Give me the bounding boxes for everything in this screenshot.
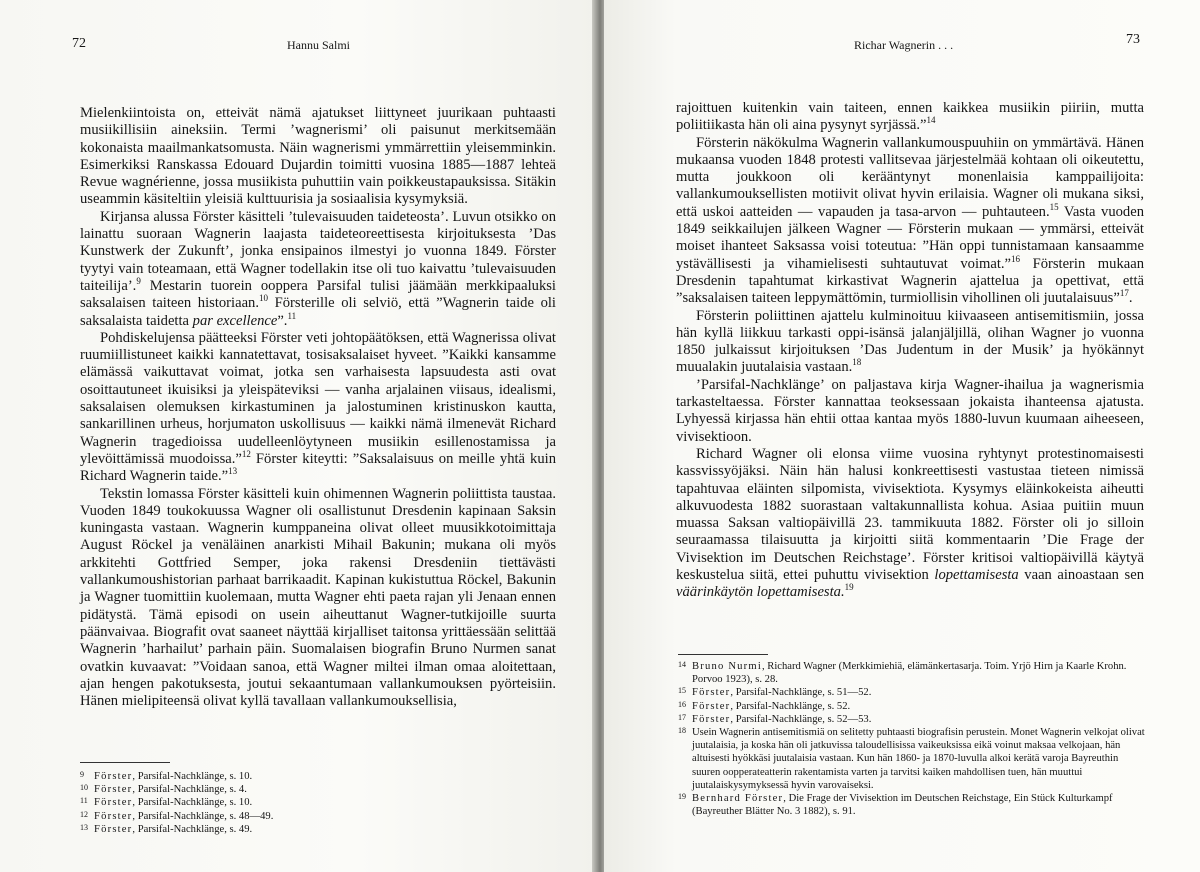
footnote-text: , Parsifal-Nachklänge, s. 51—52. [730,687,872,699]
footnote-text: , Parsifal-Nachklänge, s. 4. [132,784,247,796]
text-run: ’Parsifal-Nachklänge’ on paljastava kirja Wagner-ihailua ja wagnerismia tarkasteltaessa. Förster kannattaa teoksessaan jokaista ihanteensa ajatusta. Lyhyessä kirjassa hän ehtii ottaa kantaa myös 1880-luvun kuumaan aiheeseen, vivisektioon. [676,376,1144,445]
footnote-text: Usein Wagnerin antisemitismiä on selitetty puhtaasti biografisin perustein. Monet Wagnerin velkojat olivat juutalaisia, ja koska hän oli jatkuvissa taloudellisissa vaikeuksissa eikä voinut maksaa velkojaan, hän altuisesti hyökkäsi juutalaisia vastaan. Kun hän 1860- ja 1870-luvulla alkoi kerätä varoja Bayreuthin suuren oopperateatterin rakentamista varten ja tarvitsi kaiken mahdollisen tuen, hän muuttui juutalaiskysymyksessä hyvin varovaiseksi. [692,727,1145,791]
paragraph [676,308,1144,377]
text-run: . [1128,290,1133,307]
text-run: Försterin mukaan Dresdenin tapahtumat kirkastivat Wagnerin ajattelua ja opettivat, että ”saksalaisen taiteen leppymättömin, turmiollisin vihollinen oli juutalaisuus” [676,255,1144,307]
text-run: Förster kiteytti: ”Saksalaisuus on meille yhtä kuin Richard Wagnerin taide.” [80,450,556,485]
footnote [678,660,1148,686]
footnote [678,686,1148,699]
footnote [80,783,550,796]
italic-text: väärinkäytön lopettamisesta. [676,584,845,601]
right-footnotes [678,660,1148,818]
paragraph [676,135,1144,308]
text-run: Vasta vuoden 1849 seikkailujen jälkeen Wagner — Försterin mukaan — ymmärsi, etteivät moiset ihanteet Saksassa voisi toteutua: ”Hän oppi tunnistamaan kansaamme ystävällisesti ja vihamielisesti suhtautuvat voimat.” [676,203,1144,272]
text-run: Tekstin lomassa Förster käsitteli kuin ohimennen Wagnerin poliittista taustaa. Vuoden 1849 toukokuussa Wagner oli osallistunut Dresdenin kapinaan Saksin kuningasta vastaan. Wagnerin kumppaneina olivat olleet muusikkotoimittaja August Röckel ja venäläinen anarkisti Mihail Bakunin; mukana oli myös arkkitehti Gottfried Semper, joka rakensi Dresdeniin tiettävästi vallankumoushistorian parhaat barrikaadit. Kapinan kukistuttua Röckel, Bakunin ja Wagner tuomittiin kuolemaan, mutta Wagner ehti paeta rajan yli Jenaan ennen pidätystä. Tämä episodi on usein aiheuttanut Wagner-tutkijoille suurta päänvaivaa. Biografit ovat saaneet näyttää kirjalliset taitonsa yrittäessään selittää Wagnerin ’harhailut’ parhain päin. Suomalaisen biografin Bruno Nurmen sanat ovatkin kuvaavat: ”Voidaan sanoa, että Wagner miltei ilman omaa aloitettaan, ajan hengen pakotuksesta, joutui sekaantumaan vallankumouksen pyörteisiin. Hänen mielipiteensä olivat kyllä tavallaan vallankumouksellisia, [80,485,556,710]
footnote-author: Förster [692,700,731,712]
footnote-author: Förster [692,713,731,725]
footnote-number: 15 [678,686,686,696]
footnote-number: 19 [678,792,686,802]
footnote-ref: 16 [1011,253,1021,264]
footnote-number: 11 [80,796,88,806]
footnote-ref: 15 [1049,201,1059,212]
running-head-left: Hannu Salmi [287,38,350,52]
footnote [678,792,1148,818]
text-run: Richard Wagner oli elonsa viime vuosina ryhtynyt protestinomaisesti kassvissyöjäksi. Näin hän halusi konkreettisesti vastustaa tieteen nimissä tapahtuvaa eläinten silpomista, vivisektiota. Kysymys eläinkokeista aiheutti alkuvuodesta 1882 suorastaan valtakunnallista kohua. Asiaa puitiin muun muassa Saksan valtiopäivillä 23. tammikuuta 1882. Förster oli jo silloin seuraamassa tilaisuutta ja kirjoitti siitä kommentaarin ’Die Frage der Vivisektion im Deutschen Reichstage’. Förster kritisoi valtiopäivillä käytyä keskustelua siitä, ettei puhuttu vivisektion [676,445,1144,584]
footnote-ref: 9 [136,276,141,287]
footnote-ref: 10 [259,293,268,304]
footnote-text: , Parsifal-Nachklänge, s. 52—53. [730,713,872,725]
paragraph [80,105,556,209]
footnote-author: Bernhard Förster [692,793,784,805]
left-body-text [80,105,556,710]
footnote-ref: 12 [241,449,251,460]
footnote-text: , Parsifal-Nachklänge, s. 52. [730,700,851,712]
footnote-number: 13 [80,822,88,832]
footnote-number: 12 [80,809,88,819]
text-run: Kirjansa alussa Förster käsitteli ’tulevaisuuden taideteosta’. Luvun otsikko on lainattu suoraan Wagnerin laajasta taideteoreettisesta kirjoituksesta ’Das Kunstwerk der Zukunft’, jonka ensipainos ilmestyi jo vuonna 1849. Förster tyytyi vain toteamaan, että Wagner todellakin itse oli tuo kaivattu ’tulevaisuuden taiteilija’. [80,208,556,294]
left-footnotes [80,770,550,836]
text-run: Mielenkiintoista on, etteivät nämä ajatukset liittyneet juurikaan puhtaasti musiikillisiin aineksiin. Termi ’wagnerismi’ oli paisunut merkitsemään kokonaista maailmankatsomusta. Näin wagnerismi ymmärrettiin yleisemminkin. Esimerkiksi Ranskassa Edouard Dujardin toimitti vuosina 1885—1887 lehteä Revue wagnérienne, jossa musiikista puhuttiin vain poikkeustapauksissa. Sitäkin useammin käsiteltiin yleisiä kulttuurisia ja sosiaalisia kysymyksiä. [80,105,556,208]
footnote-author: Bruno Nurmi [692,661,762,672]
footnote-rule-right [678,654,768,655]
paragraph [676,377,1144,446]
right-body-text [676,100,1144,602]
footnote-text: , Parsifal-Nachklänge, s. 10. [132,771,253,782]
footnote-author: Förster [692,687,731,699]
footnote-ref: 14 [926,115,936,126]
footnote-number: 16 [678,699,686,709]
footnote [80,823,550,836]
footnote-ref: 18 [852,357,862,368]
footnote-number: 10 [80,783,88,793]
footnote-number: 18 [678,726,686,736]
footnote-author: Förster [94,823,133,835]
left-page [0,0,596,872]
page-number-right: 73 [1126,32,1140,47]
paragraph [676,100,1144,135]
footnote-author: Förster [94,771,133,782]
footnote-number: 9 [80,770,84,779]
paragraph [80,330,556,486]
footnote-author: Förster [94,784,133,796]
text-run: ”. [277,312,288,329]
footnote-ref: 11 [287,310,297,321]
right-page [604,0,1200,872]
footnote-number: 14 [678,660,686,669]
footnote [678,726,1148,792]
footnote-author: Förster [94,797,133,809]
footnote-ref: 13 [228,466,238,477]
footnote-rule-left [80,762,170,763]
text-run: Försterille oli selviö, että ”Wagnerin taide oli saksalaista taidetta [80,295,556,329]
text-run: Försterin poliittinen ajattelu kulminoituu kiivaaseen antisemitismiin, jossa hän kyllä liikkuu tarkasti oppi-isänsä jalanjäljillä, olihan Wagner jo vuonna 1850 julkaissut kirjoituksen ’Das Judentum in der Musik’ ja hyökännyt muualakin juutalaisia vastaan. [676,307,1144,376]
footnote-text: , Parsifal-Nachklänge, s. 10. [132,797,253,809]
footnote-author: Förster [94,810,133,822]
footnote [80,810,550,823]
paragraph [676,446,1144,602]
footnote-ref: 17 [1119,288,1129,299]
footnote-ref: 19 [844,582,854,593]
paragraph [80,209,556,330]
footnote [678,700,1148,713]
footnote [80,796,550,809]
footnote-text: , Parsifal-Nachklänge, s. 48—49. [132,810,274,822]
footnote-text: , Die Frage der Vivisektion im Deutschen Reichstage, Ein Stück Kulturkampf (Bayreuther Blätter No. 3 1882), s. 91. [692,793,1113,818]
text-run: rajoittuen kuitenkin vain taiteen, ennen kaikkea musiikin piiriin, mutta poliitiikasta hän oli aina pysynyt syrjässä.” [676,100,1144,134]
text-run: vaan ainoastaan sen [1018,567,1144,584]
paragraph [80,486,556,711]
text-run: Pohdiskelujensa päätteeksi Förster veti johtopäätöksen, että Wagnerissa olivat ruumiillistuneet kaikki kannatettavat, tosisaksalaiset hyveet. ”Kaikki kansamme elämässä vaikuttavat voimat, jotka sen varhaisesta lapsuudesta asti ovat osoittautuneet ikuisiksi ja yleispäteviksi — vanha arjalainen viisaus, idealismi, saksalaisen olemuksen kirkastuminen ja jalostuminen kristinuskon kautta, sankarillinen urheus, horjumaton uskollisuus — kaikki nämä ilmenevät Richard Wagnerin tragedioissa uudelleenlöytyneen musiikin esillenostamissa ja ylevöittämissä muodoissa.” [80,329,556,467]
footnote [678,713,1148,726]
page-number-left: 72 [72,36,86,51]
italic-text: lopettamisesta [934,567,1019,584]
footnote-text: , Parsifal-Nachklänge, s. 49. [132,823,253,835]
italic-text: par excellence [192,312,278,329]
footnote-text: , Richard Wagner (Merkkimiehiä, elämänkertasarja. Toim. Yrjö Hirn ja Kaarle Krohn. Porvoo 1923), s. 28. [692,661,1127,686]
footnote [80,770,550,783]
text-run: Försterin näkökulma Wagnerin vallankumouspuuhiin on ymmärtävä. Hänen mukaansa vuoden 1848 protesti vallitsevaa järjestelmää kohtaan oli oikeutettu, mutta joukkoon oli kerääntynyt monenlaisia kamppailijoita: vallankumouksellisten motiivit olivat hyvin erilaisia. Wagner oli mukana siksi, että uskoi aatteiden — vapauden ja tasa-arvon — puhtauteen. [676,134,1144,220]
text-run: Mestarin tuorein ooppera Parsifal tulisi jäämään merkkipaaluksi saksalaisen taiteen historiaan. [80,277,556,312]
footnote-number: 17 [678,712,686,722]
running-head-right: Richar Wagnerin . . . [854,38,954,52]
